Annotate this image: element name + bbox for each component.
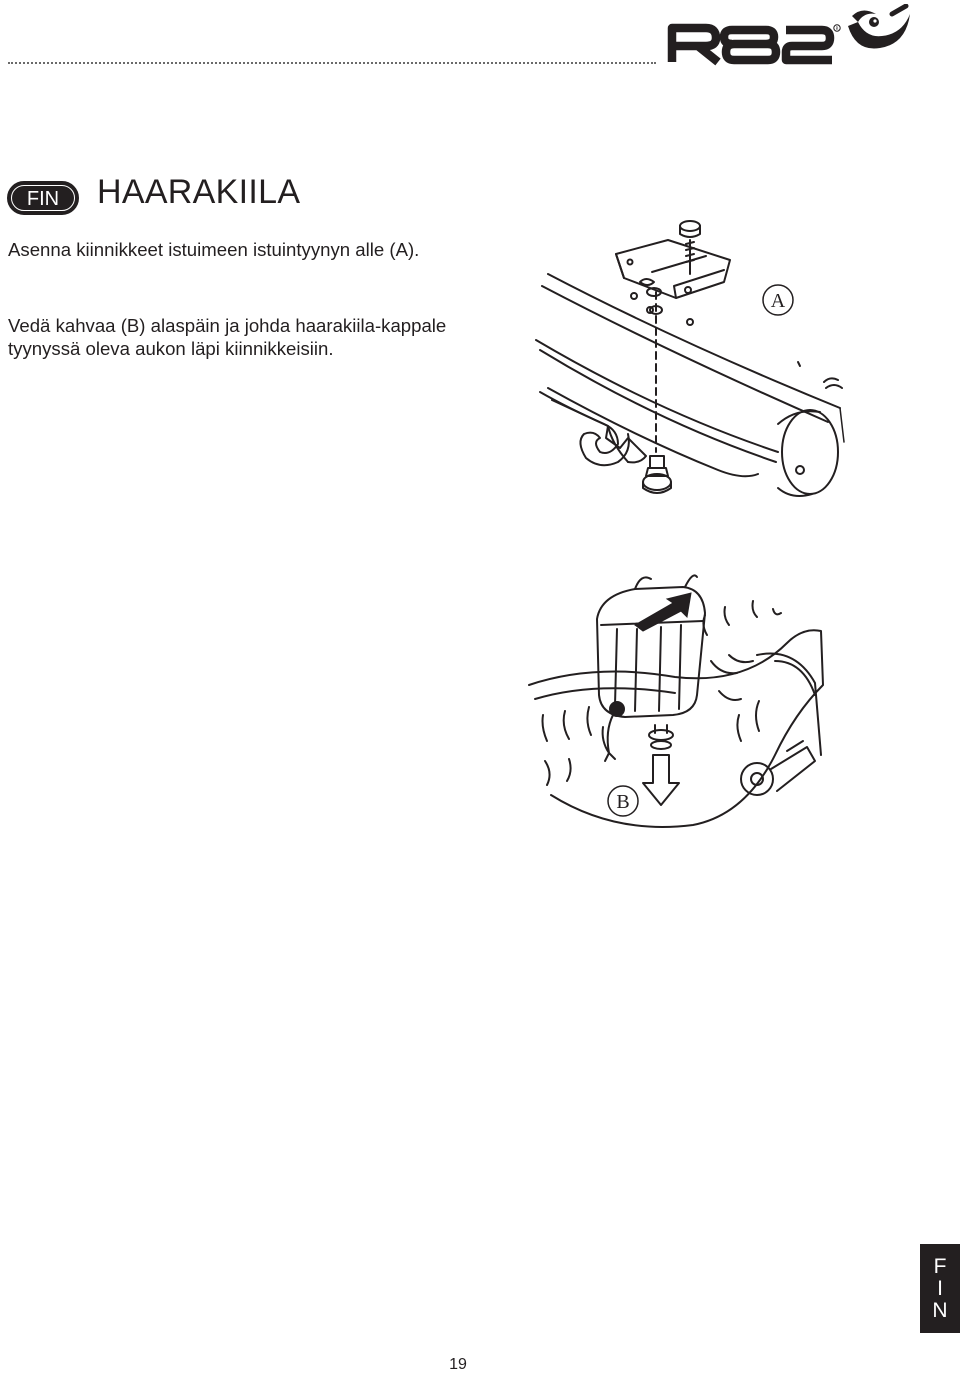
instruction-paragraph-2: Vedä kahvaa (B) alaspäin ja johda haarakiila-kappale tyynyssä oleva aukon läpi kiinnikkeisiin. — [8, 315, 447, 359]
page-number: 19 — [449, 1356, 467, 1373]
language-side-tab — [920, 1244, 960, 1333]
figure-a-illustration — [528, 212, 848, 512]
r82-logo — [666, 4, 916, 70]
instruction-paragraph-1: Asenna kiinnikkeet istuimeen istuintyynyn alle (A). — [8, 239, 420, 260]
figure-b-label: B — [616, 791, 630, 813]
figure-a-label: A — [770, 290, 786, 312]
svg-text:R: R — [835, 26, 839, 31]
language-badge — [7, 181, 79, 215]
section-title: HAARAKIILA — [97, 173, 301, 211]
side-tab-letter: I — [937, 1276, 943, 1300]
language-badge-label: FIN — [11, 185, 75, 211]
side-tab-letter: N — [932, 1298, 948, 1322]
header-divider — [8, 62, 656, 64]
figure-b-illustration — [525, 565, 825, 850]
side-tab-letter: F — [933, 1254, 947, 1278]
